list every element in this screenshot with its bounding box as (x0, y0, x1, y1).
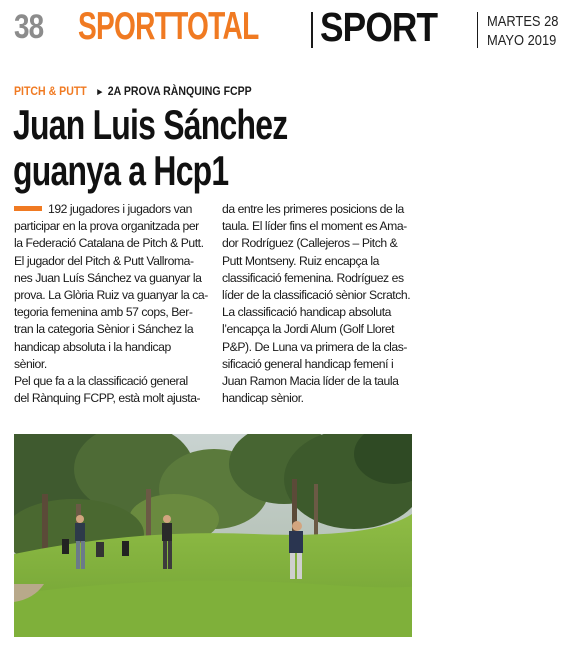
body-line: sificació general handicap femení i (222, 356, 394, 371)
body-line: P&P). De Luna va primera de la clas- (222, 339, 407, 354)
body-line: del Rànquing FCPP, està molt ajusta- (14, 391, 201, 406)
article-kicker (14, 84, 252, 98)
header-divider (311, 12, 313, 48)
body-line: la Federació Catalana de Pitch & Putt. (14, 236, 204, 251)
issue-date-day: MARTES 28 (487, 13, 559, 30)
body-line: handicap sènior. (222, 391, 304, 406)
page-number: 38 (14, 8, 44, 46)
body-line: Putt Montseny. Ruiz encapça la (222, 253, 379, 268)
arrow-right-icon: ► (95, 87, 105, 98)
brand-logo: SPORT (320, 4, 438, 50)
body-line: Pel que fa a la classificació general (14, 374, 188, 389)
article-headline (13, 102, 439, 194)
kicker-section: PITCH & PUTT (14, 84, 87, 98)
body-line: handicap absoluta i la handicap (14, 339, 171, 354)
body-line: taula. El líder fins el moment es Ama- (222, 219, 407, 234)
body-column-left (14, 201, 208, 407)
page-header (0, 0, 571, 62)
issue-date-month: MAYO 2019 (487, 32, 557, 49)
body-line: classificació femenina. Rodríguez es (222, 270, 404, 285)
body-line: participar en la prova organitzada per (14, 219, 199, 234)
body-line: da entre les primeres posicions de la (222, 202, 404, 216)
headline-line-2: guanya a Hcp1 (13, 147, 229, 194)
body-column-right (222, 201, 412, 407)
body-line: nes Juan Luís Sánchez va guanyar la (14, 270, 202, 285)
headline-line-1: Juan Luis Sánchez (13, 101, 288, 148)
kicker-subtitle: 2A PROVA RÀNQUING FCPP (107, 84, 252, 98)
body-line: líder de la classificació sènior Scratch. (222, 288, 411, 303)
lead-bar-marker (14, 206, 42, 211)
body-line: tran la categoria Sènior i Sánchez la (14, 322, 194, 337)
golf-course-photo (14, 434, 412, 637)
body-line: dor Rodríguez (Callejeros – Pitch & (222, 236, 398, 251)
body-line: Juan Ramon Macia líder de la taula (222, 374, 399, 389)
section-title: SPORTTOTAL (78, 5, 259, 48)
body-line: tegoria femenina amb 57 cops, Ber- (14, 305, 193, 320)
body-line: l’encapça la Jordi Alum (Golf Lloret (222, 322, 395, 337)
body-line: sènior. (14, 356, 47, 371)
body-line: La classificació handicap absoluta (222, 305, 391, 320)
issue-date (487, 12, 559, 50)
body-line: El jugador del Pitch & Putt Vallroma- (14, 253, 194, 268)
body-line: 192 jugadores i jugadors van (14, 201, 204, 218)
body-line: prova. La Glòria Ruiz va guanyar la ca- (14, 288, 208, 303)
header-divider-date (477, 12, 478, 48)
